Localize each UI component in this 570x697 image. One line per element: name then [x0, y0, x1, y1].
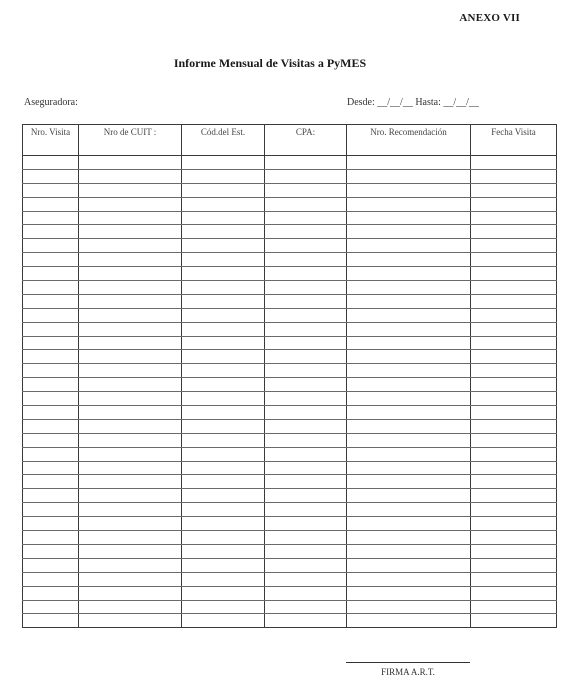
table-cell: [23, 489, 79, 503]
table-row: [23, 461, 557, 475]
table-cell: [265, 211, 347, 225]
table-cell: [23, 281, 79, 295]
table-cell: [79, 197, 182, 211]
table-cell: [23, 364, 79, 378]
table-cell: [182, 586, 265, 600]
table-cell: [182, 461, 265, 475]
table-row: [23, 350, 557, 364]
table-cell: [347, 586, 471, 600]
table-cell: [182, 378, 265, 392]
table-cell: [347, 364, 471, 378]
table-cell: [79, 614, 182, 628]
table-row: [23, 294, 557, 308]
table-cell: [347, 544, 471, 558]
table-cell: [347, 211, 471, 225]
table-cell: [79, 447, 182, 461]
col-header-cod-est: Cód.del Est.: [182, 125, 265, 156]
table-cell: [79, 378, 182, 392]
table-row: [23, 225, 557, 239]
table-cell: [23, 322, 79, 336]
table-cell: [23, 308, 79, 322]
table-cell: [347, 281, 471, 295]
table-cell: [182, 517, 265, 531]
table-cell: [265, 614, 347, 628]
table-cell: [265, 378, 347, 392]
table-row: [23, 169, 557, 183]
table-row: [23, 531, 557, 545]
table-cell: [347, 322, 471, 336]
table-cell: [23, 517, 79, 531]
table-cell: [182, 183, 265, 197]
table-row: [23, 517, 557, 531]
table-row: [23, 211, 557, 225]
table-cell: [79, 253, 182, 267]
table-cell: [182, 169, 265, 183]
table-cell: [23, 503, 79, 517]
table-cell: [182, 364, 265, 378]
table-cell: [471, 614, 557, 628]
table-cell: [23, 267, 79, 281]
table-row: [23, 447, 557, 461]
table-cell: [471, 489, 557, 503]
table-cell: [79, 544, 182, 558]
table-cell: [79, 156, 182, 170]
form-title: Informe Mensual de Visitas a PyMES: [173, 56, 367, 70]
table-cell: [23, 169, 79, 183]
table-row: [23, 281, 557, 295]
table-cell: [182, 489, 265, 503]
table-row: [23, 308, 557, 322]
table-cell: [347, 197, 471, 211]
table-cell: [347, 419, 471, 433]
table-cell: [265, 489, 347, 503]
col-header-fecha-visita: Fecha Visita: [471, 125, 557, 156]
table-cell: [265, 572, 347, 586]
table-cell: [471, 350, 557, 364]
table-cell: [23, 544, 79, 558]
table-row: [23, 253, 557, 267]
table-cell: [23, 225, 79, 239]
table-cell: [471, 475, 557, 489]
table-cell: [347, 614, 471, 628]
col-header-cuit: Nro de CUIT :: [79, 125, 182, 156]
table-cell: [79, 350, 182, 364]
table-cell: [471, 253, 557, 267]
table-cell: [182, 475, 265, 489]
table-cell: [265, 183, 347, 197]
table-cell: [79, 586, 182, 600]
table-cell: [79, 503, 182, 517]
table-cell: [182, 156, 265, 170]
table-cell: [182, 558, 265, 572]
table-cell: [182, 572, 265, 586]
table-cell: [265, 558, 347, 572]
table-cell: [23, 406, 79, 420]
date-range: Desde: __/__/__ Hasta: __/__/__: [347, 97, 479, 108]
table-cell: [347, 336, 471, 350]
table-cell: [182, 322, 265, 336]
table-cell: [79, 308, 182, 322]
table-cell: [79, 294, 182, 308]
table-cell: [182, 308, 265, 322]
table-cell: [347, 253, 471, 267]
table-cell: [265, 294, 347, 308]
table-row: [23, 586, 557, 600]
table-cell: [265, 267, 347, 281]
table-cell: [182, 225, 265, 239]
table-cell: [347, 267, 471, 281]
table-cell: [471, 308, 557, 322]
table-cell: [347, 406, 471, 420]
table-cell: [79, 322, 182, 336]
table-cell: [79, 433, 182, 447]
table-cell: [265, 308, 347, 322]
table-cell: [23, 531, 79, 545]
table-cell: [265, 392, 347, 406]
visits-table: [22, 124, 557, 628]
signature-line: [346, 662, 470, 663]
table-row: [23, 419, 557, 433]
table-cell: [23, 378, 79, 392]
table-cell: [347, 183, 471, 197]
table-cell: [265, 253, 347, 267]
table-row: [23, 572, 557, 586]
table-cell: [182, 614, 265, 628]
table-cell: [182, 406, 265, 420]
table-cell: [79, 517, 182, 531]
table-cell: [79, 489, 182, 503]
table-cell: [182, 197, 265, 211]
table-cell: [347, 156, 471, 170]
table-cell: [23, 392, 79, 406]
table-cell: [79, 336, 182, 350]
table-cell: [265, 364, 347, 378]
table-cell: [182, 433, 265, 447]
table-cell: [471, 419, 557, 433]
table-cell: [182, 350, 265, 364]
table-row: [23, 614, 557, 628]
table-cell: [471, 336, 557, 350]
annex-label: ANEXO VII: [459, 12, 520, 24]
table-cell: [79, 419, 182, 433]
table-cell: [471, 294, 557, 308]
table-row: [23, 267, 557, 281]
table-cell: [265, 406, 347, 420]
insurer-label: Aseguradora:: [24, 97, 78, 108]
table-cell: [265, 475, 347, 489]
table-cell: [23, 600, 79, 614]
table-cell: [23, 197, 79, 211]
table-cell: [265, 586, 347, 600]
table-cell: [265, 447, 347, 461]
table-cell: [347, 475, 471, 489]
table-body: [23, 156, 557, 628]
table-cell: [265, 350, 347, 364]
table-cell: [23, 350, 79, 364]
table-cell: [23, 586, 79, 600]
col-header-cpa: CPA:: [265, 125, 347, 156]
table-cell: [23, 294, 79, 308]
table-row: [23, 239, 557, 253]
table-row: [23, 156, 557, 170]
table-cell: [471, 572, 557, 586]
table-row: [23, 183, 557, 197]
table-row: [23, 544, 557, 558]
table-cell: [265, 461, 347, 475]
table-cell: [471, 392, 557, 406]
table-cell: [347, 531, 471, 545]
table-row: [23, 489, 557, 503]
table-cell: [23, 336, 79, 350]
table-cell: [471, 322, 557, 336]
table-cell: [182, 267, 265, 281]
table-cell: [182, 531, 265, 545]
table-cell: [471, 558, 557, 572]
table-cell: [79, 225, 182, 239]
table-cell: [182, 239, 265, 253]
table-cell: [79, 239, 182, 253]
table-cell: [471, 225, 557, 239]
table-cell: [23, 183, 79, 197]
table-cell: [265, 225, 347, 239]
table-row: [23, 406, 557, 420]
table-cell: [471, 544, 557, 558]
table-cell: [471, 364, 557, 378]
table-cell: [471, 406, 557, 420]
table-cell: [79, 572, 182, 586]
table-cell: [347, 572, 471, 586]
table-cell: [347, 447, 471, 461]
table-cell: [79, 267, 182, 281]
table-cell: [347, 517, 471, 531]
table-row: [23, 336, 557, 350]
table-cell: [182, 544, 265, 558]
table-cell: [471, 503, 557, 517]
col-header-recomendacion: Nro. Recomendación: [347, 125, 471, 156]
signature-label: FIRMA A.R.T.: [381, 667, 435, 677]
table-cell: [471, 586, 557, 600]
table-cell: [347, 558, 471, 572]
table-cell: [265, 503, 347, 517]
table-cell: [265, 531, 347, 545]
table-row: [23, 392, 557, 406]
table-header-row: [23, 125, 557, 156]
table-cell: [23, 253, 79, 267]
table-cell: [347, 294, 471, 308]
table-row: [23, 558, 557, 572]
table-cell: [182, 392, 265, 406]
table-cell: [79, 461, 182, 475]
table-cell: [182, 294, 265, 308]
table-row: [23, 600, 557, 614]
table-cell: [265, 281, 347, 295]
table-cell: [265, 419, 347, 433]
table-cell: [23, 433, 79, 447]
table-cell: [471, 239, 557, 253]
table-cell: [265, 322, 347, 336]
table-cell: [79, 364, 182, 378]
table-cell: [265, 239, 347, 253]
table-cell: [471, 447, 557, 461]
table-cell: [23, 447, 79, 461]
table-cell: [79, 600, 182, 614]
table-cell: [79, 475, 182, 489]
table-cell: [23, 419, 79, 433]
table-cell: [79, 211, 182, 225]
table-row: [23, 378, 557, 392]
table-row: [23, 197, 557, 211]
table-cell: [347, 350, 471, 364]
table-cell: [347, 308, 471, 322]
table-cell: [471, 517, 557, 531]
table-cell: [23, 211, 79, 225]
table-cell: [265, 156, 347, 170]
table-cell: [471, 281, 557, 295]
table-cell: [23, 156, 79, 170]
table-cell: [347, 600, 471, 614]
table-cell: [347, 489, 471, 503]
table-cell: [79, 406, 182, 420]
table-cell: [23, 239, 79, 253]
table-cell: [182, 211, 265, 225]
table-cell: [182, 419, 265, 433]
table-cell: [471, 156, 557, 170]
table-cell: [182, 503, 265, 517]
table-cell: [347, 239, 471, 253]
table-cell: [347, 169, 471, 183]
table-cell: [79, 531, 182, 545]
table-cell: [23, 461, 79, 475]
table-cell: [79, 169, 182, 183]
table-cell: [23, 614, 79, 628]
table-cell: [265, 544, 347, 558]
table-cell: [182, 447, 265, 461]
table-cell: [471, 461, 557, 475]
table-cell: [347, 461, 471, 475]
table-cell: [471, 531, 557, 545]
table-row: [23, 475, 557, 489]
table-cell: [471, 197, 557, 211]
table-cell: [265, 197, 347, 211]
table-cell: [23, 572, 79, 586]
table-cell: [79, 281, 182, 295]
table-cell: [265, 169, 347, 183]
table-row: [23, 503, 557, 517]
table-cell: [79, 392, 182, 406]
table-row: [23, 433, 557, 447]
table-cell: [347, 392, 471, 406]
table-cell: [347, 225, 471, 239]
table-cell: [265, 336, 347, 350]
table-cell: [23, 475, 79, 489]
table-cell: [471, 378, 557, 392]
table-cell: [347, 378, 471, 392]
table-cell: [265, 433, 347, 447]
table-cell: [471, 211, 557, 225]
table-row: [23, 364, 557, 378]
table-cell: [79, 558, 182, 572]
table-cell: [182, 336, 265, 350]
table-cell: [182, 600, 265, 614]
table-cell: [265, 517, 347, 531]
table-cell: [471, 183, 557, 197]
table-cell: [471, 267, 557, 281]
table-cell: [471, 169, 557, 183]
table-cell: [265, 600, 347, 614]
table-cell: [182, 281, 265, 295]
table-cell: [347, 503, 471, 517]
table-cell: [471, 600, 557, 614]
table-row: [23, 322, 557, 336]
col-header-nro-visita: Nro. Visita: [23, 125, 79, 156]
table-cell: [471, 433, 557, 447]
table-cell: [23, 558, 79, 572]
table-cell: [347, 433, 471, 447]
table-cell: [182, 253, 265, 267]
table-cell: [79, 183, 182, 197]
